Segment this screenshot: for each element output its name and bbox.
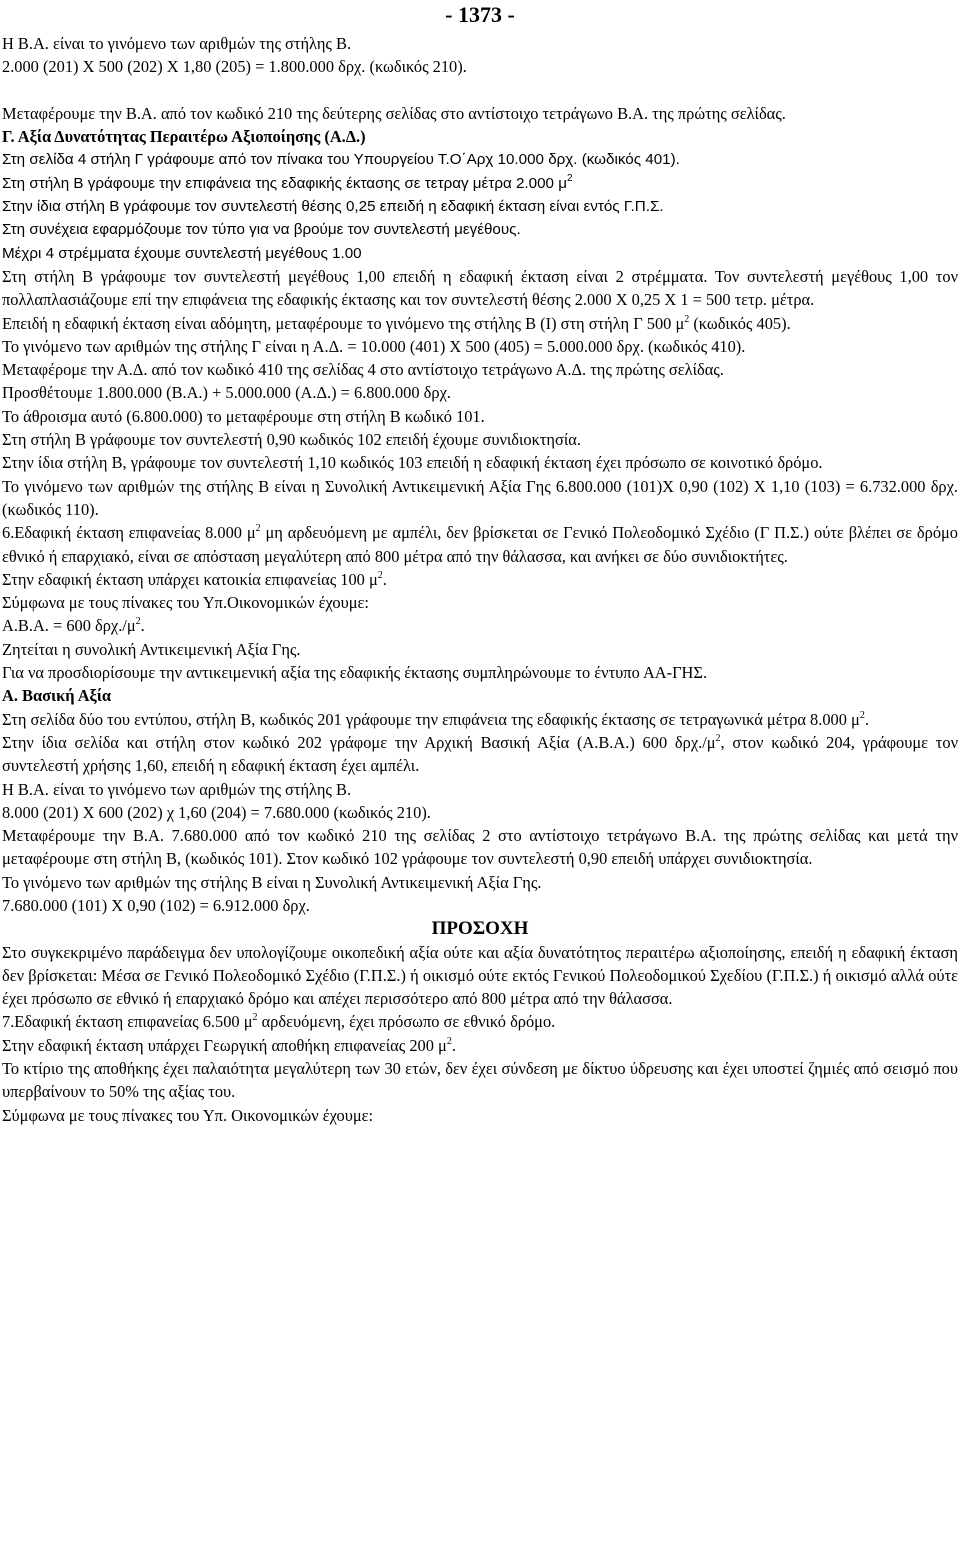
warning-heading: ΠΡΟΣΟΧΗ [431, 918, 529, 940]
paragraph: Το γινόμενο των αριθμών της στήλης Β είναι η Συνολική Αντικειμενική Αξία Γης 6.800.000 (101)Χ 0,90 (102) Χ 1,10 (103) = 6.732.000 δρχ. (κωδικός 110). [2, 476, 958, 519]
document-body [2, 32, 958, 1127]
text-line: Το γινόμενο των αριθμών της στήλης Β είναι η Συνολική Αντικειμενική Αξία Γης. [2, 872, 542, 892]
paragraph: 6.Εδαφική έκταση επιφανείας 8.000 $\mu^2$ μη αρδευόμενη με αμπέλι, δεν βρίσκεται σε Γενικό Πολεοδομικό Σχέδιο (Γ Π.Σ.) ούτε βλέπει σε δρόμο εθνικό ή επαρχιακό, είναι σε απόσταση μεγαλύτερη από 800 μέτρα από την θάλασσα, και ανήκει σε δύο συνιδιοκτήτες. [2, 523, 958, 566]
text-line: Σύμφωνα με τους πίνακες του Υπ. Οικονομικών έχουμε: [2, 1105, 374, 1125]
paragraph: Στην ίδια σελίδα και στήλη στον κωδικό 202 γράφομε την Αρχική Βασική Αξία (Α.Β.Α.) 600 $\delta\rho\chi./\mu^2$, στον κωδικό 204, γράφουμε τον συντελεστή χρήσης 1,60, επειδή η εδαφική έκταση έχει αμπέλι. [2, 732, 958, 776]
text-line: Για να προσδιορίσουμε την αντικειμενική αξία της εδαφικής έκτασης συμπληρώνουμε το έντυπο ΑΑ-ΓΗΣ. [2, 663, 708, 683]
text-line: Μέχρι 4 στρέμματα έχουμε συντελεστή μεγέθους 1.00 [2, 244, 362, 262]
section-heading-g: Γ. Αξία Δυνατότητας Περαιτέρω Αξιοποίησης (Α.Δ.) [2, 127, 366, 147]
paragraph: Στο συγκεκριμένο παράδειγμα δεν υπολογίζουμε οικοπεδική αξία ούτε και αξία δυνατότητος περαιτέρω αξιοποίησης, επειδή η εδαφική έκταση δεν βρίσκεται: Μέσα σε Γενικό Πολεοδομικό Σχέδιο (Γ.Π.Σ.) ή οικισμό ούτε εκτός Γενικού Πολεοδομικού Σχεδίου (Γ.Π.Σ.) ή οικισμό αλλά ούτε έχει πρόσωπο σε εθνικό ή επαρχιακό δρόμο και απέχει περισσότερο από 800 μέτρα από την θάλασσα. [2, 942, 958, 1009]
text-line: 8.000 (201) Χ 600 (202) χ 1,60 (204) = 7.680.000 (κωδικός 210). [2, 802, 431, 822]
paragraph-gap [2, 79, 958, 102]
text-line: Στην εδαφική έκταση υπάρχει κατοικία επιφανείας 100 $\mu^2$. [2, 569, 387, 589]
text-line: Το άθροισμα αυτό (6.800.000) το μεταφέρουμε στη στήλη Β κωδικό 101. [2, 406, 485, 426]
text-line: Μεταφέρομε την Α.Δ. από τον κωδικό 410 της σελίδας 4 στο αντίστοιχο τετράγωνο Α.Δ. της πρώτης σελίδας. [2, 360, 724, 380]
text-line: Στη συνέχεια εφαρμόζουμε τον τύπο για να βρούμε τον συντελεστή μεγέθους. [2, 221, 521, 239]
text-line: Μεταφέρουμε την Β.Α. από τον κωδικό 210 της δεύτερης σελίδας στο αντίστοιχο τετράγωνο Β.Α. της πρώτης σελίδας. [2, 103, 786, 123]
text-line: 7.Εδαφική έκταση επιφανείας 6.500 $\mu^2$ αρδευόμενη, έχει πρόσωπο σε εθνικό δρόμο. [2, 1012, 556, 1032]
text-line: 7.680.000 (101) Χ 0,90 (102) = 6.912.000 δρχ. [2, 895, 310, 915]
paragraph: Στην ίδια στήλη Β, γράφουμε τον συντελεστή 1,10 κωδικός 103 επειδή η εδαφική έκταση έχει πρόσωπο σε κοινοτικό δρόμο. [2, 453, 823, 473]
paragraph: Μεταφέρουμε την Β.Α. 7.680.000 από τον κωδικό 210 της σελίδας 2 στο αντίστοιχο τετράγωνο Β.Α. της πρώτης σελίδας και μετά την μεταφέρουμε στη στήλη Β, (κωδικός 101). Στον κωδικό 102 γράφουμε τον συντελεστή 0,90 επειδή υπάρχει συνιδιοκτησία. [2, 826, 958, 869]
page-number: - 1373 - [445, 2, 515, 27]
text-line: 2.000 (201) Χ 500 (202) Χ 1,80 (205) = 1.800.000 δρχ. (κωδικός 210). [2, 57, 467, 77]
text-line: Στην εδαφική έκταση υπάρχει Γεωργική αποθήκη επιφανείας 200 $\mu^2$. [2, 1035, 456, 1055]
text-line: Προσθέτουμε 1.800.000 (Β.Α.) + 5.000.000 (Α.Δ.) = 6.800.000 δρχ. [2, 383, 451, 403]
text-line: Στη σελίδα 4 στήλη Γ γράφουμε από τον πίνακα του Υπουργείου Τ.Ο΄Αρχ 10.000 δρχ. (κωδικός 401). [2, 151, 680, 169]
text-line: Στη στήλη Β γράφουμε την επιφάνεια της εδαφικής έκτασης σε τετραγ μέτρα 2.000 $\mu^2$ [2, 172, 573, 192]
paragraph: Στη στήλη Β γράφουμε τον συντελεστή μεγέθους 1,00 επειδή η εδαφική έκταση είναι 2 στρέμματα. Τον συντελεστή μεγέθους 1,00 τον πολλαπλασιάζουμε επί την επιφάνεια της εδαφικής έκτασης και τον συντελεστή θέσης 2.000 Χ 0,25 Χ 1 = 500 τετρ. μέτρα. [2, 266, 958, 310]
text-line: Ζητείται η συνολική Αντικειμενική Αξία Γης. [2, 639, 301, 659]
text-line: Στη στήλη Β γράφουμε τον συντελεστή 0,90 κωδικός 102 επειδή έχουμε συνιδιοκτησία. [2, 430, 581, 450]
paragraph: Το γινόμενο των αριθμών της στήλης Γ είναι η Α.Δ. = 10.000 (401) Χ 500 (405) = 5.000.000 δρχ. (κωδικός 410). [2, 336, 746, 356]
text-line: Α.Β.Α. = 600 $\delta\rho\chi./\mu^2$. [2, 616, 145, 636]
text-line: Στην ίδια στήλη Β γράφουμε τον συντελεστή θέσης 0,25 επειδή η εδαφική έκταση είναι εντός Γ.Π.Σ. [2, 198, 664, 216]
text-line: Η Β.Α. είναι το γινόμενο των αριθμών της στήλης Β. [2, 34, 352, 53]
paragraph: Στη σελίδα δύο του εντύπου, στήλη Β, κωδικός 201 γράφουμε την επιφάνεια της εδαφικής έκτασης σε τετραγωνικά μέτρα 8.000 $\mu^2$. [2, 709, 869, 729]
paragraph: Επειδή η εδαφική έκταση είναι αδόμητη, μεταφέρουμε το γινόμενο της στήλης Β (Ι) στη στήλη Γ 500 $\mu^2$ (κωδικός 405). [2, 313, 791, 333]
section-heading-a: Α. Βασική Αξία [2, 686, 112, 706]
text-line: Η Β.Α. είναι το γινόμενο των αριθμών της στήλης Β. [2, 779, 352, 799]
text-line: Σύμφωνα με τους πίνακες του Υπ.Οικονομικών έχουμε: [2, 593, 369, 613]
paragraph: Το κτίριο της αποθήκης έχει παλαιότητα μεγαλύτερη των 30 ετών, δεν έχει σύνδεση με δίκτυο ύδρευσης και έχει υποστεί ζημιές από σεισμό που υπερβαίνουν το 50% της αξίας του. [2, 1059, 958, 1102]
